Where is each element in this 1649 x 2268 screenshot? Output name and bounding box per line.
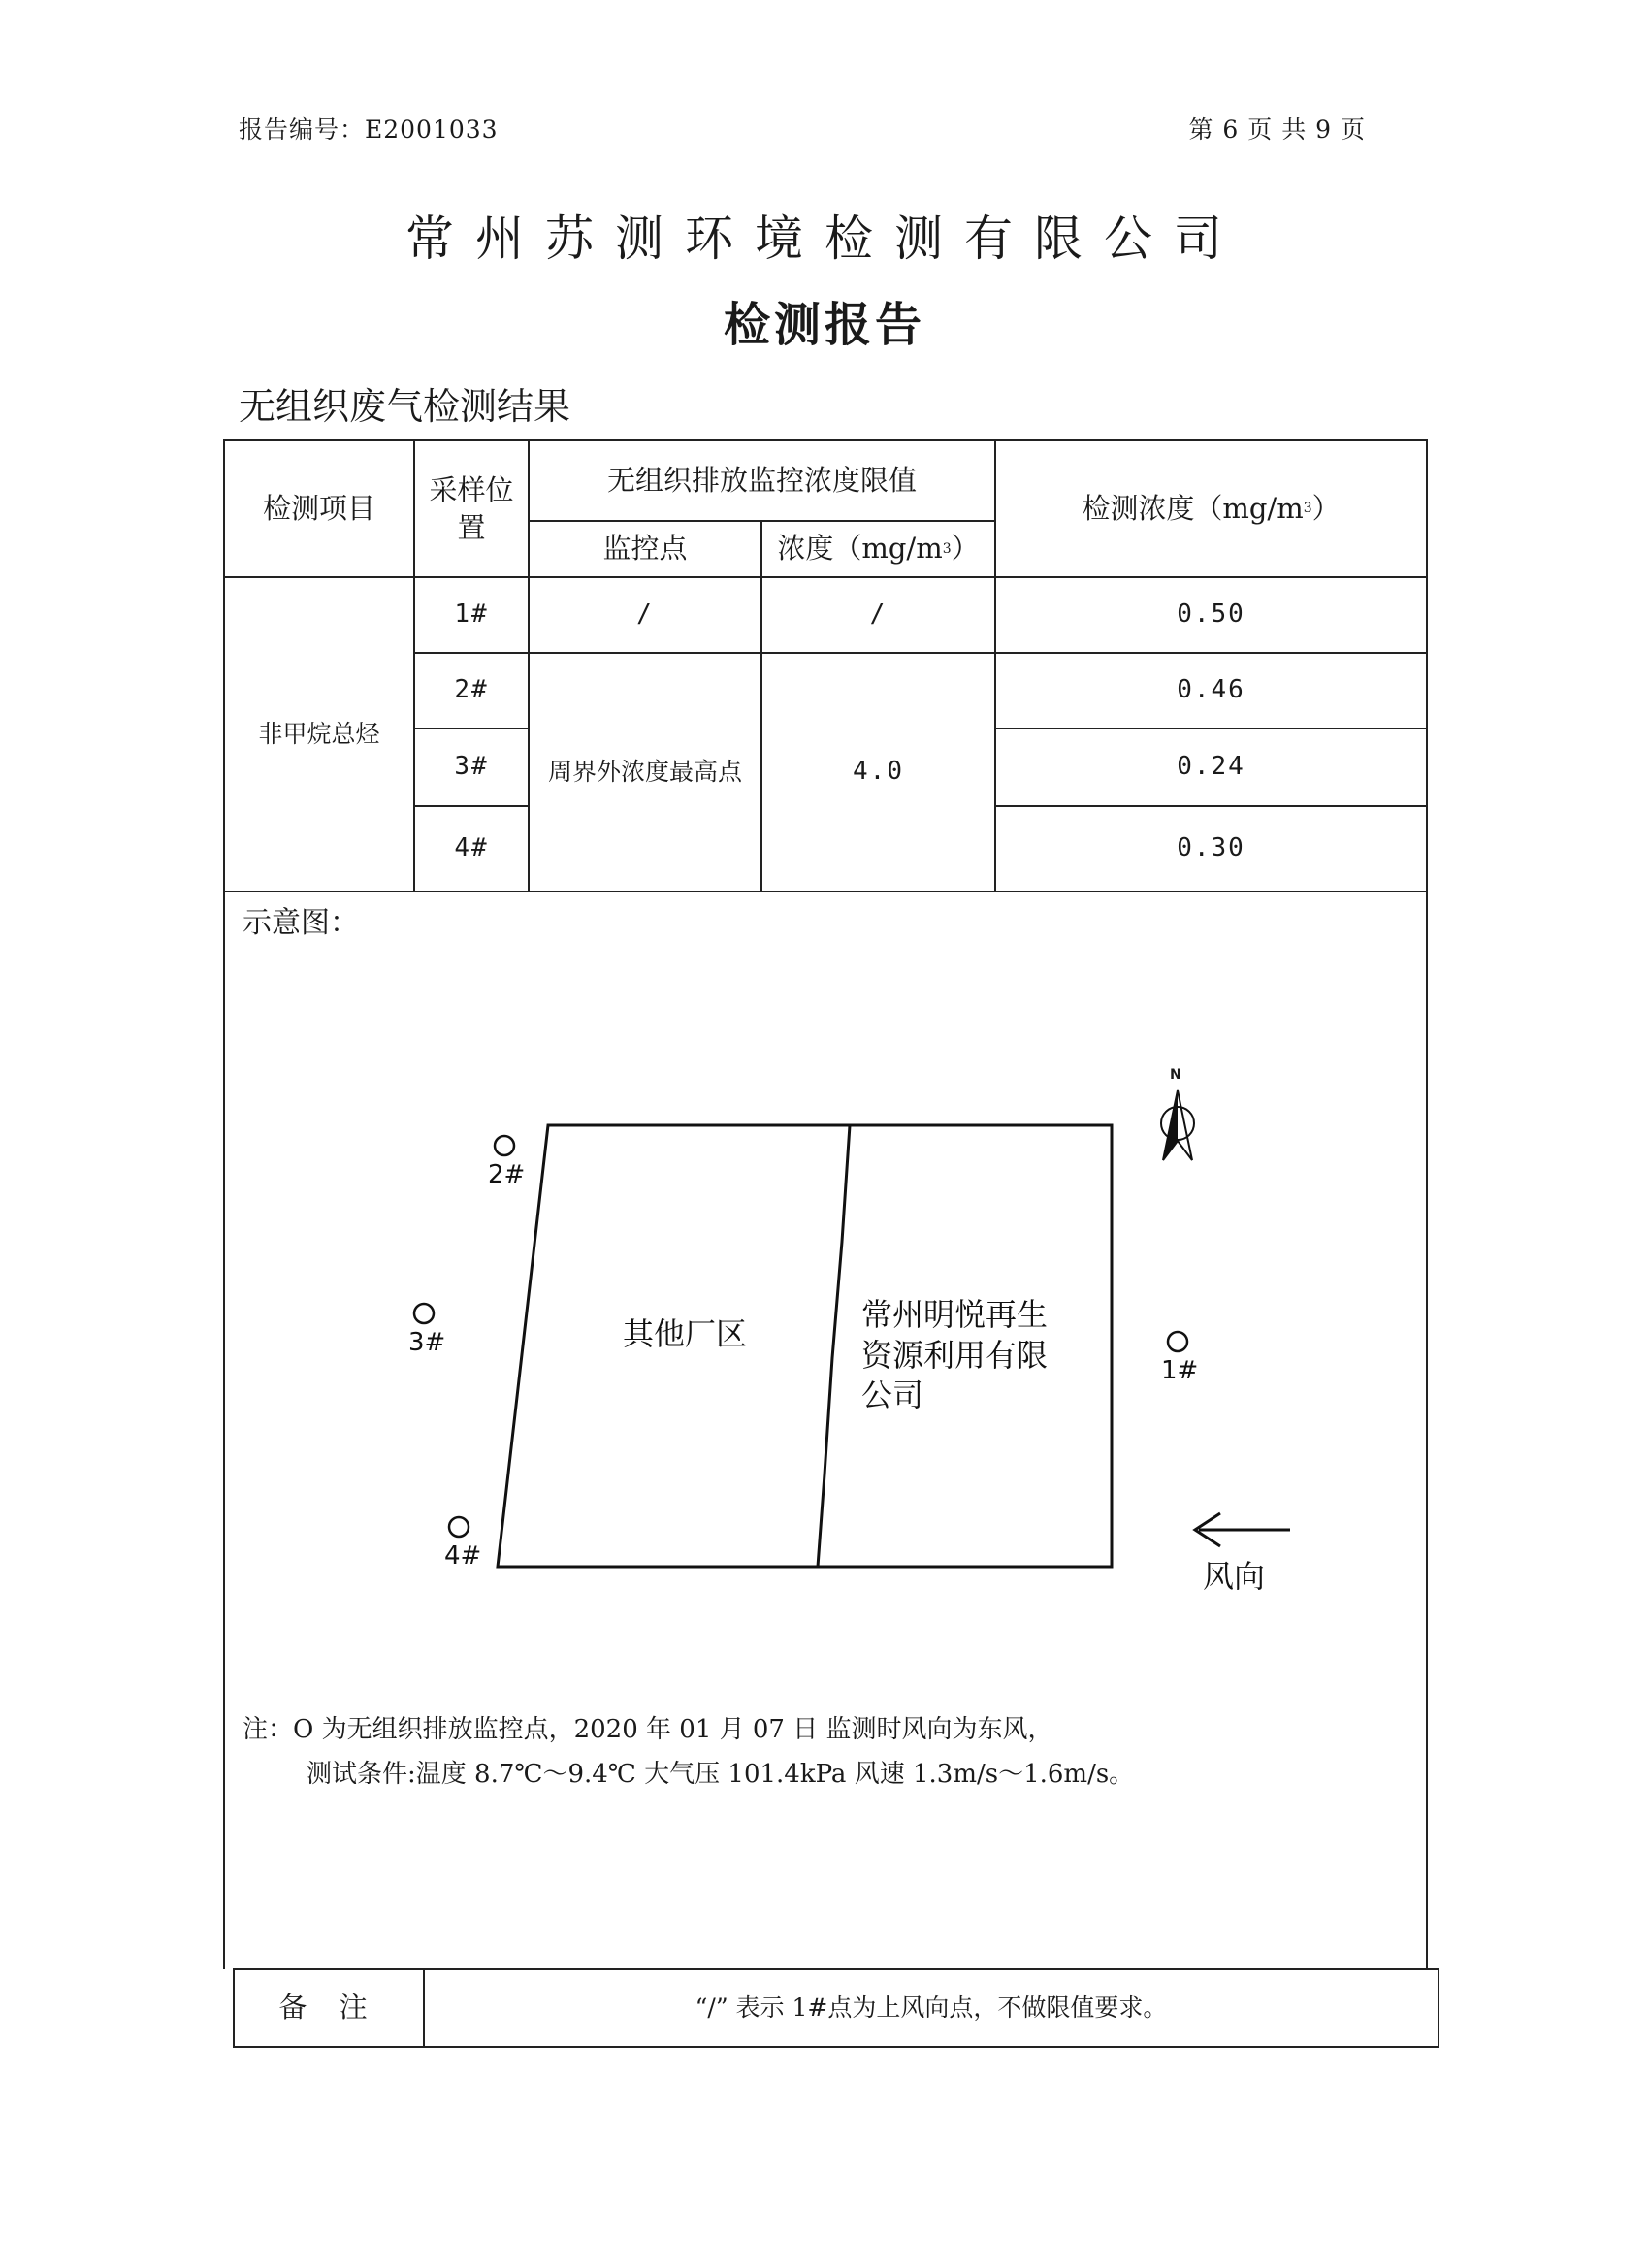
merged-limit: 4.0 (853, 757, 904, 787)
report-number: 报告编号：E2001033 (239, 115, 499, 144)
position-1: 1# (454, 599, 489, 630)
note-line-2: 测试条件:温度 8.7℃～9.4℃ 大气压 101.4kPa 风速 1.3m/s～1.6m/s。 (307, 1760, 1135, 1789)
limit-1: / (869, 599, 888, 630)
area-other-plants: 其他厂区 (623, 1315, 748, 1352)
point-label-3: 3# (408, 1328, 446, 1357)
diagram-label: 示意图： (242, 906, 359, 940)
monitoring-point-3 (414, 1304, 434, 1323)
merged-monitor-point: 周界外浓度最高点 (547, 758, 742, 787)
header-result: 检测浓度（mg/m 3 ） (1082, 491, 1341, 525)
monitoring-point-2 (495, 1136, 514, 1155)
position-3: 3# (454, 752, 489, 782)
point-label-2: 2# (488, 1160, 526, 1189)
monitor-point-1: / (636, 599, 654, 630)
monitoring-point-1 (1168, 1332, 1187, 1351)
monitoring-point-4 (449, 1517, 469, 1537)
wind-label: 风向 (1203, 1558, 1266, 1595)
point-label-1: 1# (1161, 1356, 1199, 1385)
remark-text: “/” 表示 1#点为上风向点，不做限值要求。 (695, 1993, 1168, 2023)
position-2: 2# (454, 675, 489, 705)
north-label: N (1170, 1067, 1181, 1083)
result-3: 0.24 (1177, 752, 1245, 782)
boundary-line (818, 1125, 850, 1567)
area-company: 常州明悦再生资源利用有限公司 (861, 1296, 1049, 1414)
page-indicator: 第 6 页 共 9 页 (1188, 115, 1366, 144)
note-line-1: 注：O 为无组织排放监控点，2020 年 01 月 07 日 监测时风向为东风， (242, 1715, 1053, 1744)
report-title: 检测报告 (723, 298, 925, 352)
company-name: 常州苏测环境检测有限公司 (405, 211, 1244, 267)
header-monitor-point: 监控点 (602, 532, 688, 566)
north-arrow-icon (1161, 1090, 1194, 1160)
result-2: 0.46 (1177, 675, 1245, 705)
remark-label: 备 注 (278, 1991, 379, 2025)
wind-arrow-icon (1195, 1513, 1290, 1546)
item-name: 非甲烷总烃 (258, 720, 380, 749)
result-1: 0.50 (1177, 599, 1245, 630)
header-item: 检测项目 (262, 491, 375, 525)
section-title: 无组织废气检测结果 (239, 385, 571, 428)
header-limit-concentration: 浓度（mg/m 3 ） (777, 532, 980, 566)
result-4: 0.30 (1177, 833, 1245, 863)
point-label-4: 4# (444, 1541, 482, 1571)
header-limit: 无组织排放监控浓度限值 (606, 463, 917, 497)
header-position: 采样位置 (429, 472, 514, 544)
position-4: 4# (454, 833, 489, 863)
